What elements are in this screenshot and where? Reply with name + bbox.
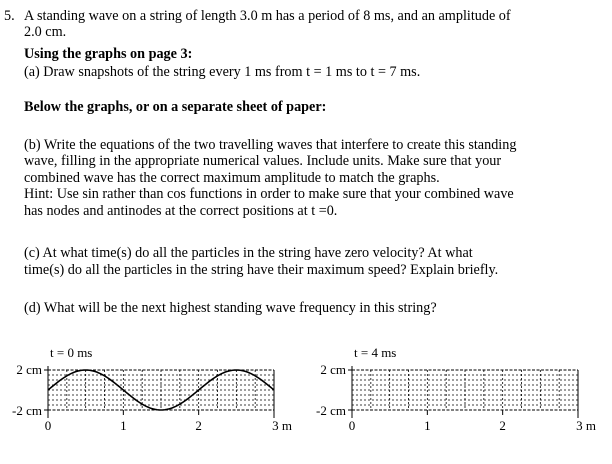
graph-t0 [0,340,300,460]
y-tick-label: -2 cm [316,403,346,418]
x-tick-label: 3 m [272,418,292,433]
problem-number: 5. [4,8,15,24]
x-tick-label: 3 m [576,418,596,433]
part-b-line-3: combined wave has the correct maximum amplitude to match the graphs. [24,170,440,186]
x-tick-label: 0 [348,418,356,433]
y-tick-label: 2 cm [320,362,346,377]
part-c-line-1: (c) At what time(s) do all the particles in the string have zero velocity? At what [24,245,473,261]
part-c-line-2: time(s) do all the particles in the string have their maximum speed? Explain briefly. [24,262,499,278]
graphs-heading: Using the graphs on page 3: [24,46,193,62]
y-tick-label: -2 cm [12,403,42,418]
intro-text-line-2: 2.0 cm. [24,24,67,40]
x-tick-label: 2 [499,418,506,433]
part-b-hint-line-1: Hint: Use sin rather than cos functions in order to make sure that your combined wave [24,186,514,202]
part-b-hint-line-2: has nodes and antinodes at the correct positions at t =0. [24,203,338,219]
part-d: (d) What will be the next highest standing wave frequency in this string? [24,300,437,316]
graph-title: t = 4 ms [354,345,397,360]
below-heading: Below the graphs, or on a separate sheet of paper: [24,99,327,115]
x-tick-label: 0 [44,418,52,433]
x-tick-label: 2 [195,418,202,433]
part-b-line-1: (b) Write the equations of the two travelling waves that interfere to create this standing [24,137,517,153]
x-tick-label: 1 [120,418,127,433]
y-tick-label: 2 cm [16,362,42,377]
x-tick-label: 1 [424,418,431,433]
intro-text-line-1: A standing wave on a string of length 3.0 m has a period of 8 ms, and an amplitude of [24,8,511,24]
graph-t4 [300,340,610,460]
part-a: (a) Draw snapshots of the string every 1 ms from t = 1 ms to t = 7 ms. [24,64,421,80]
graph-title: t = 0 ms [50,345,93,360]
part-b-line-2: wave, filling in the appropriate numerical values. Include units. Make sure that your [24,153,502,169]
